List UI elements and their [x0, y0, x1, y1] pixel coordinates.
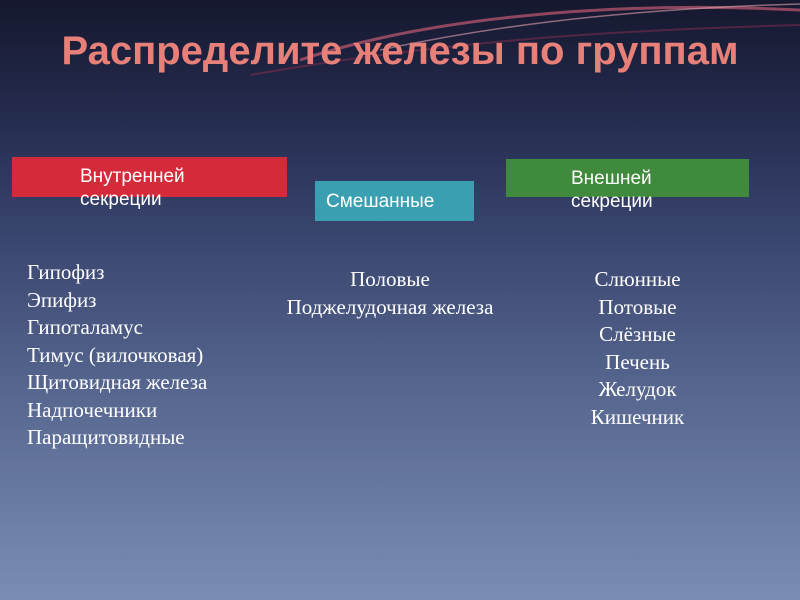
- internal-glands-list: [27, 261, 267, 454]
- header-internal-label: Внутренней секреции: [80, 166, 185, 210]
- list-item: Желудок: [598, 377, 677, 401]
- list-item: Эпифиз: [27, 287, 97, 312]
- list-item: Слюнные: [594, 267, 681, 291]
- list-item: Печень: [605, 349, 670, 374]
- external-glands-list: [560, 268, 715, 433]
- list-item: Гипоталамус: [27, 315, 143, 339]
- list-item: Паращитовидные: [27, 425, 185, 449]
- list-item: Щитовидная железа: [27, 370, 208, 394]
- list-item: Поджелудочная железа: [286, 294, 494, 319]
- list-item: Потовые: [598, 294, 677, 319]
- header-external-label: Внешней секреции: [571, 168, 653, 212]
- mixed-glands-list: [285, 268, 495, 323]
- list-item: Слёзные: [599, 322, 676, 346]
- header-mixed-label: Смешанные: [326, 191, 435, 212]
- list-item: Надпочечники: [27, 397, 158, 422]
- list-item: Гипофиз: [27, 260, 105, 284]
- list-item: Тимус (вилочковая): [27, 342, 204, 367]
- header-mixed-secretion: [315, 181, 474, 213]
- header-internal-secretion: [12, 157, 287, 211]
- list-item: Половые: [350, 267, 430, 291]
- slide-title: Распределите железы по группам: [61, 29, 739, 73]
- list-item: Кишечник: [590, 404, 685, 429]
- header-external-secretion: [506, 159, 749, 213]
